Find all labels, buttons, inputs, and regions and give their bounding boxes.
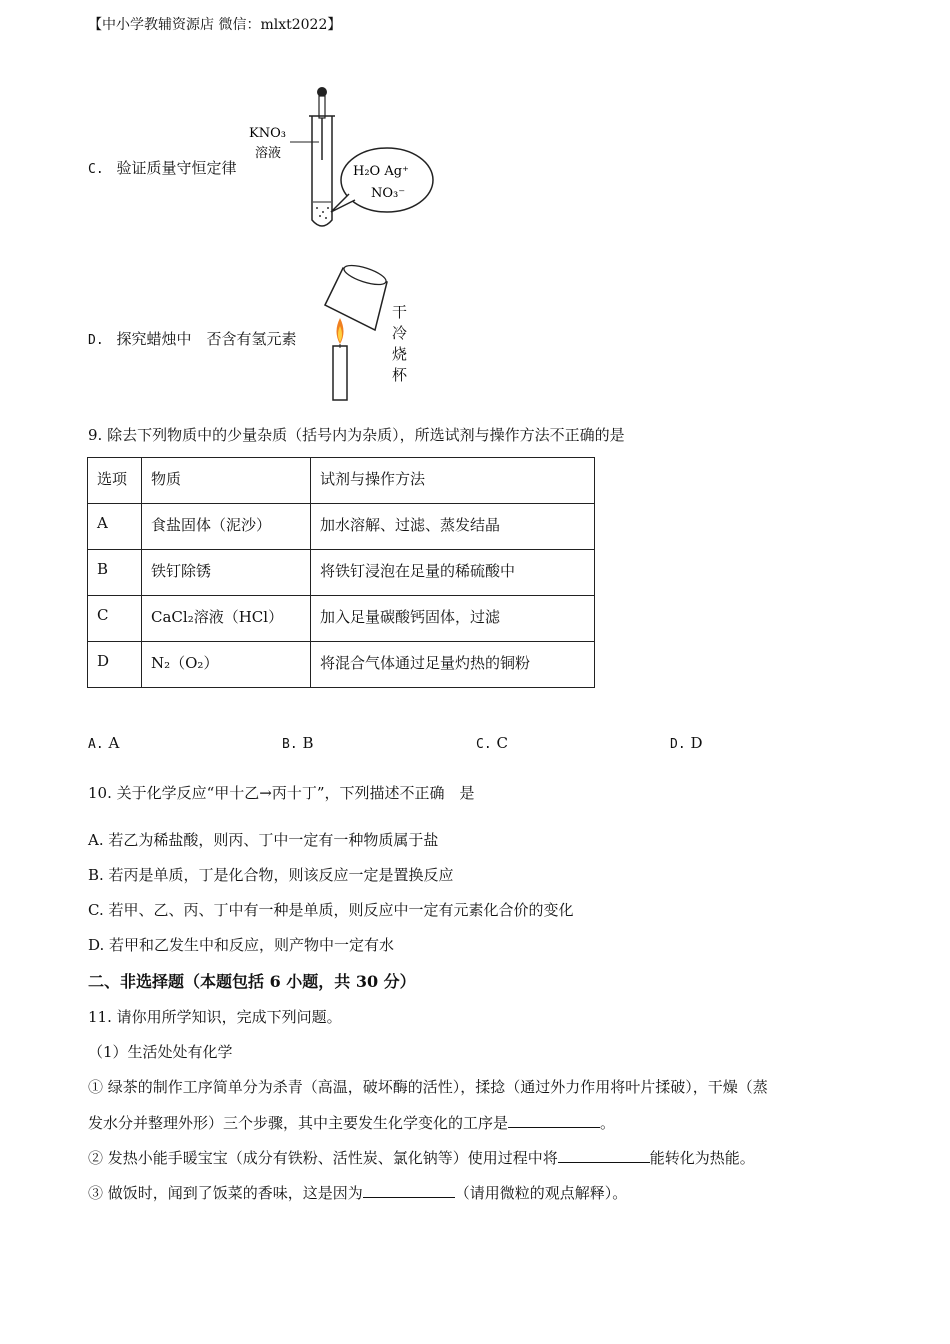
- q11-stem: 11. 请你用所学知识，完成下列问题。: [88, 1008, 342, 1026]
- beaker-label: [392, 302, 407, 386]
- flame-icon: [337, 318, 344, 344]
- q11-item3: [88, 1182, 627, 1203]
- candle-figure: [315, 260, 425, 405]
- beaker-label-char: 干: [392, 303, 408, 321]
- table-cell: B: [88, 550, 142, 596]
- q9-table: [87, 457, 595, 688]
- option-c-text: 验证质量守恒定律: [116, 159, 237, 177]
- reagent-label-1: KNO₃: [249, 126, 286, 141]
- answer-blank[interactable]: [508, 1113, 600, 1128]
- choice-value: D: [690, 734, 703, 752]
- q11-item1-line2: [88, 1112, 615, 1133]
- option-d-line: [88, 328, 296, 349]
- option-d-text: 探究蜡烛中 否含有氢元素: [116, 330, 297, 348]
- candle-icon: [333, 344, 347, 400]
- q11-item1-end: 。: [600, 1114, 616, 1132]
- q10-stem: 10. 关于化学反应“甲十乙→丙十丁”，下列描述不正确 是: [88, 784, 475, 802]
- bubble-label-1: H₂O Ag⁺: [353, 164, 409, 179]
- q10-option-a[interactable]: A. 若乙为稀盐酸，则丙、丁中一定有一种物质属于盐: [88, 831, 439, 849]
- table-cell: D: [88, 642, 142, 688]
- table-header-cell: 物质: [142, 458, 311, 504]
- q11-item2: [88, 1147, 755, 1168]
- choice-label: C.: [476, 737, 492, 752]
- table-cell: A: [88, 504, 142, 550]
- q9-stem: 9. 除去下列物质中的少量杂质（括号内为杂质），所选试剂与操作方法不正确的是: [88, 426, 625, 444]
- beaker-label-char: 烧: [392, 345, 408, 363]
- answer-blank[interactable]: [558, 1148, 650, 1163]
- table-cell: C: [88, 596, 142, 642]
- test-tube-figure: [245, 82, 445, 237]
- q11-item1-text: 发水分并整理外形）三个步骤，其中主要发生化学变化的工序是: [88, 1114, 509, 1132]
- q9-choice-b[interactable]: [282, 734, 313, 752]
- q9-choice-a[interactable]: [88, 734, 119, 752]
- table-cell: 铁钉除锈: [142, 550, 311, 596]
- choice-value: C: [496, 734, 508, 752]
- q10-option-b[interactable]: B. 若丙是单质，丁是化合物，则该反应一定是置换反应: [88, 866, 454, 884]
- table-cell: 将铁钉浸泡在足量的稀硫酸中: [311, 550, 595, 596]
- q10-option-d[interactable]: D. 若甲和乙发生中和反应，则产物中一定有水: [88, 936, 395, 954]
- table-cell: 加入足量碳酸钙固体，过滤: [311, 596, 595, 642]
- table-row: [88, 504, 595, 550]
- table-header-cell: 试剂与操作方法: [311, 458, 595, 504]
- choice-label: A.: [88, 737, 104, 752]
- beaker-icon: [325, 262, 388, 330]
- table-row: [88, 550, 595, 596]
- q11-item3-end: （请用微粒的观点解释）。: [454, 1184, 628, 1202]
- option-c-line: [88, 157, 236, 178]
- table-row: [88, 596, 595, 642]
- table-header-cell: 选项: [88, 458, 142, 504]
- q9-choice-c[interactable]: [476, 734, 508, 752]
- page-header: 【中小学教辅资源店 微信：mlxt2022】: [88, 17, 342, 33]
- answer-blank[interactable]: [363, 1183, 455, 1198]
- choice-label: D.: [670, 737, 686, 752]
- table-row: [88, 642, 595, 688]
- q11-item1-line1: ① 绿茶的制作工序简单分为杀青（高温，破坏酶的活性），揉捻（通过外力作用将叶片揉破），干燥（蒸: [88, 1078, 768, 1096]
- bubble-label-2: NO₃⁻: [371, 186, 406, 201]
- option-c-label: C.: [88, 162, 104, 177]
- choice-value: A: [108, 734, 120, 752]
- option-d-label: D.: [88, 333, 104, 348]
- dropper-icon: [317, 87, 327, 160]
- table-cell: 将混合气体通过足量灼热的铜粉: [311, 642, 595, 688]
- beaker-label-char: 杯: [392, 366, 408, 384]
- q10-option-c[interactable]: C. 若甲、乙、丙、丁中有一种是单质，则反应中一定有元素化合价的变化: [88, 901, 574, 919]
- table-cell: 加水溶解、过滤、蒸发结晶: [311, 504, 595, 550]
- choice-value: B: [302, 734, 314, 752]
- beaker-label-char: 冷: [392, 324, 408, 342]
- section-heading: 二、非选择题（本题包括 6 小题，共 30 分）: [88, 972, 416, 991]
- table-header-row: [88, 458, 595, 504]
- q11-item2-end: 能转化为热能。: [649, 1149, 755, 1167]
- speech-bubble-icon: [331, 148, 433, 212]
- table-cell: 食盐固体（泥沙）: [142, 504, 311, 550]
- q11-item2-text: ② 发热小能手暖宝宝（成分有铁粉、活性炭、氯化钠等）使用过程中将: [88, 1149, 558, 1167]
- reagent-label-2: 溶液: [255, 146, 282, 161]
- table-cell: N₂（O₂）: [142, 642, 311, 688]
- q11-sub1: （1）生活处处有化学: [88, 1043, 233, 1061]
- table-cell: CaCl₂溶液（HCl）: [142, 596, 311, 642]
- q9-choice-d[interactable]: [670, 734, 702, 752]
- choice-label: B.: [282, 737, 298, 752]
- q11-item3-text: ③ 做饭时，闻到了饭菜的香味，这是因为: [88, 1184, 363, 1202]
